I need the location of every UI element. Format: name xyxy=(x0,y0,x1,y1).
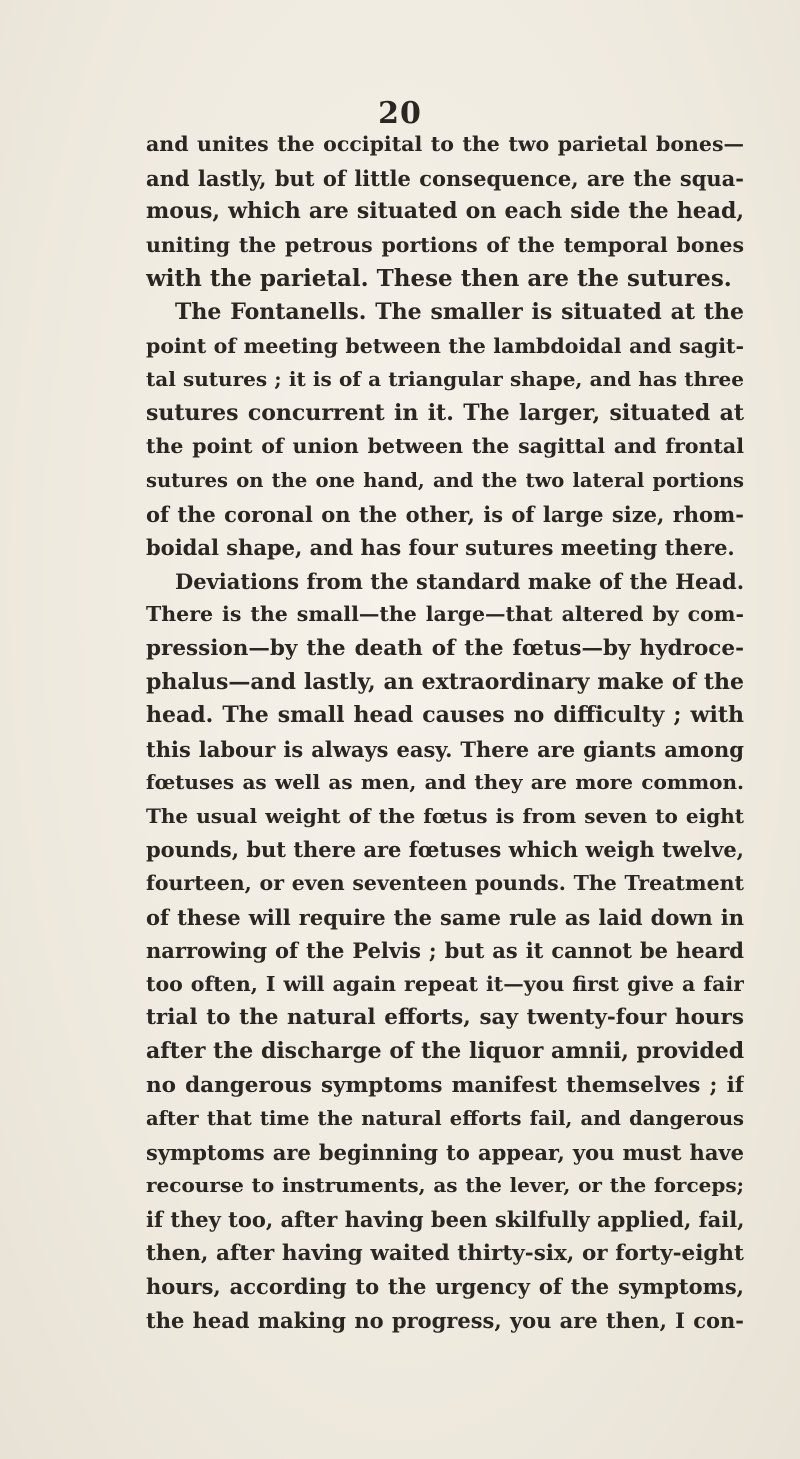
text-line: then, after having waited thirty-six, or forty-eight xyxy=(146,1240,744,1266)
page-number: 20 xyxy=(378,96,422,131)
text-line: trial to the natural efforts, say twenty-four hours xyxy=(146,1005,744,1031)
text-line: Deviations from the standard make of the Head. xyxy=(175,568,744,594)
text-line: The Fontanells. The smaller is situated at the xyxy=(175,298,744,325)
text-line: fœtuses as well as men, and they are more common. xyxy=(146,770,744,795)
text-line: There is the small—the large—that altered by com- xyxy=(146,602,744,627)
text-line: after that time the natural efforts fail, and dangerous xyxy=(146,1107,744,1131)
text-line: pounds, but there are fœtuses which weigh twelve, xyxy=(146,837,744,863)
text-line: too often, I will again repeat it—you first give a fair xyxy=(146,971,744,996)
text-line: of the coronal on the other, is of large size, rhom- xyxy=(146,501,744,527)
body-text xyxy=(146,128,744,1337)
text-line: and unites the occipital to the two parietal bones— xyxy=(146,132,744,156)
text-line: of these will require the same rule as laid down in xyxy=(146,904,744,930)
text-line: boidal shape, and has four sutures meeting there. xyxy=(146,535,735,561)
text-line: fourteen, or even seventeen pounds. The Treatment xyxy=(146,871,744,896)
text-line: The usual weight of the fœtus is from seven to eight xyxy=(146,803,744,828)
text-line: sutures on the one hand, and the two lateral portions xyxy=(146,468,744,492)
text-line: phalus—and lastly, an extraordinary make of the xyxy=(146,668,744,695)
text-line: the head making no progress, you are then, I con- xyxy=(146,1307,744,1333)
text-line: head. The small head causes no difficulty ; with xyxy=(146,702,744,729)
text-line: recourse to instruments, as the lever, or the forceps; xyxy=(146,1173,744,1198)
text-line: hours, according to the urgency of the symptoms, xyxy=(146,1274,744,1300)
text-line: no dangerous symptoms manifest themselves ; if xyxy=(146,1072,744,1098)
text-line: sutures concurrent in it. The larger, situated at xyxy=(146,399,744,426)
text-line: and lastly, but of little consequence, are the squa- xyxy=(146,165,744,191)
text-line: pression—by the death of the fœtus—by hydroce- xyxy=(146,635,744,661)
text-line: point of meeting between the lambdoidal and sagit- xyxy=(146,333,744,358)
text-line: the point of union between the sagittal and frontal xyxy=(146,434,744,459)
text-line: narrowing of the Pelvis ; but as it cannot be heard xyxy=(146,938,744,964)
text-line: uniting the petrous portions of the temporal bones xyxy=(146,232,744,257)
text-line: this labour is always easy. There are giants among xyxy=(146,736,744,762)
text-line: with the parietal. These then are the sutures. xyxy=(146,265,732,293)
text-line: after the discharge of the liquor amnii, provided xyxy=(146,1038,744,1065)
text-line: mous, which are situated on each side the head, xyxy=(146,198,744,225)
text-line: tal sutures ; it is of a triangular shape, and has three xyxy=(146,367,744,392)
text-line: if they too, after having been skilfully applied, fail, xyxy=(146,1207,744,1232)
text-line: symptoms are beginning to appear, you must have xyxy=(146,1139,744,1165)
